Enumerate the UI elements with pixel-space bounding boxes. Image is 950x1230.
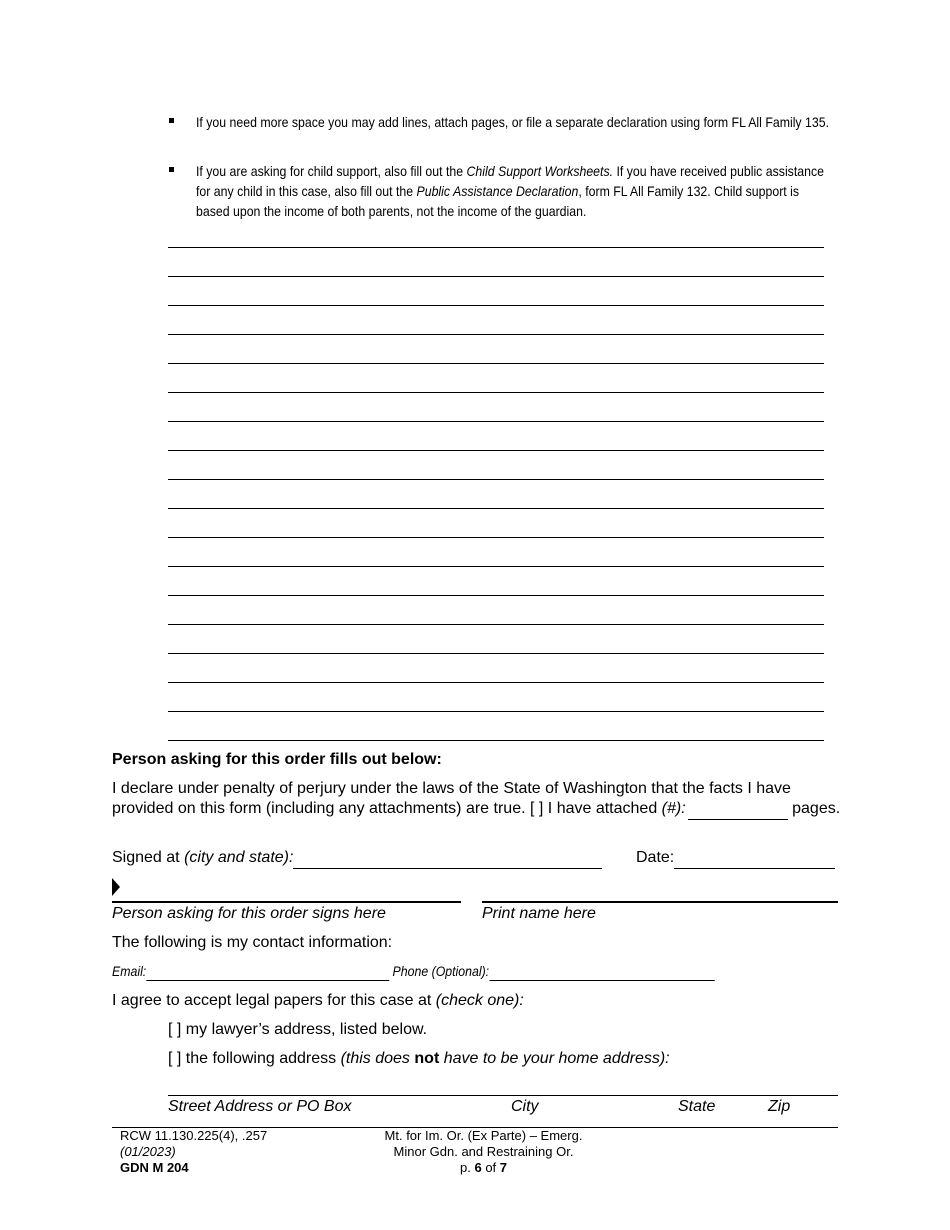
following-address-checkbox[interactable]: [ ] <box>168 1050 182 1067</box>
email-label: Email: <box>112 963 147 979</box>
bullet-icon <box>169 118 174 123</box>
footer-center <box>336 1128 631 1176</box>
signs-here-label: Person asking for this order signs here <box>112 905 386 922</box>
instruction-text: , form FL All Family 132. Child support is based upon the income of both parents, not the income of the guardian. <box>196 183 800 219</box>
writing-line[interactable] <box>168 537 824 538</box>
writing-line[interactable] <box>168 682 824 683</box>
check-one-label: (check one): <box>435 992 524 1009</box>
writing-line[interactable] <box>168 740 824 741</box>
footer-left <box>120 1128 267 1176</box>
accept-papers-label: I agree to accept legal papers for this case at <box>112 992 432 1009</box>
instruction-text: If you need more space you may add lines, attach pages, or file a separate declaration using form FL All Family 135. <box>196 114 829 130</box>
declaration-text <box>112 779 842 820</box>
attached-number-label: (#): <box>661 800 686 817</box>
footer-rcw: RCW 11.130.225(4), .257 <box>120 1128 268 1143</box>
contact-row <box>112 962 832 981</box>
pages-label: pages. <box>792 800 841 817</box>
writing-line[interactable] <box>168 276 824 277</box>
address-note: have to be your home address): <box>443 1050 670 1067</box>
footer-date: (01/2023) <box>120 1144 176 1159</box>
city-state-label: (city and state): <box>184 849 294 866</box>
writing-line[interactable] <box>168 508 824 509</box>
writing-line[interactable] <box>168 711 824 712</box>
writing-line[interactable] <box>168 450 824 451</box>
email-field[interactable] <box>146 962 389 981</box>
address-note: (this does <box>340 1050 410 1067</box>
print-name-label: Print name here <box>482 905 596 922</box>
phone-label: Phone (Optional): <box>392 963 490 979</box>
writing-line[interactable] <box>168 334 824 335</box>
worksheets-title: Child Support Worksheets. <box>466 163 614 179</box>
street-label: Street Address or PO Box <box>168 1098 352 1115</box>
bullet-icon <box>169 167 174 172</box>
footer-page <box>336 1160 631 1176</box>
instruction-text: If you are asking for child support, also fill out the <box>196 163 467 179</box>
writing-line[interactable] <box>168 566 824 567</box>
accept-papers-text <box>112 991 524 1011</box>
writing-line[interactable] <box>168 624 824 625</box>
date-row <box>636 848 835 869</box>
following-address-label: the following address <box>185 1050 337 1067</box>
phone-field[interactable] <box>489 962 714 981</box>
page-total: 7 <box>499 1160 508 1175</box>
declaration-heading: Person asking for this order fills out below: <box>112 751 442 768</box>
city-state-field[interactable] <box>293 848 602 869</box>
option-lawyer <box>168 1020 427 1040</box>
footer-form-number: GDN M 204 <box>120 1160 189 1175</box>
address-note-emphasis: not <box>414 1050 440 1067</box>
writing-line[interactable] <box>168 247 824 248</box>
writing-line[interactable] <box>168 595 824 596</box>
writing-line[interactable] <box>168 392 824 393</box>
writing-line[interactable] <box>168 363 824 364</box>
lawyer-address-label: my lawyer’s address, listed below. <box>185 1021 428 1038</box>
page-number: 6 <box>474 1160 482 1175</box>
attached-pages-field[interactable] <box>688 799 788 820</box>
instruction-more-space <box>196 112 830 132</box>
signed-at-label: Signed at <box>112 849 180 866</box>
zip-label: Zip <box>768 1098 791 1115</box>
page-prefix: p. <box>459 1160 471 1175</box>
declaration-title: Public Assistance Declaration <box>416 183 579 199</box>
attached-checkbox[interactable]: [ ] <box>530 800 544 817</box>
contact-intro: The following is my contact information: <box>112 934 393 951</box>
declaration-body: I declare under penalty of perjury under the laws of the State of Washington that the facts I have provided on this form (including any attachments) are true. <box>112 780 791 817</box>
date-field[interactable] <box>674 848 835 869</box>
writing-line[interactable] <box>168 305 824 306</box>
print-name-line[interactable] <box>482 901 838 903</box>
footer-title-line2: Minor Gdn. and Restraining Or. <box>393 1144 574 1159</box>
state-label: State <box>678 1098 716 1115</box>
date-label: Date: <box>636 849 675 866</box>
writing-line[interactable] <box>168 653 824 654</box>
lawyer-address-checkbox[interactable]: [ ] <box>168 1021 182 1038</box>
footer-title-line1: Mt. for Im. Or. (Ex Parte) – Emerg. <box>384 1128 583 1143</box>
instruction-text: If you have received public assistance for any child in this case, also fill out the <box>196 163 824 199</box>
option-address <box>168 1049 670 1069</box>
page-of: of <box>485 1160 497 1175</box>
address-line[interactable] <box>168 1095 838 1096</box>
attached-label: I have attached <box>547 800 658 817</box>
sign-here-arrow-icon <box>112 878 120 896</box>
signature-line[interactable] <box>112 901 461 903</box>
instruction-child-support <box>196 161 830 221</box>
writing-line[interactable] <box>168 421 824 422</box>
signed-at-row <box>112 848 616 869</box>
city-label: City <box>511 1098 539 1115</box>
writing-line[interactable] <box>168 479 824 480</box>
